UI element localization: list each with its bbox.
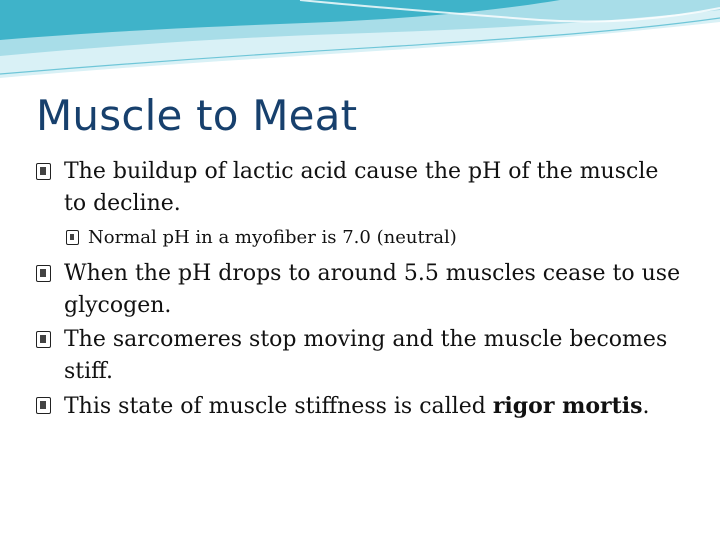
missing-glyph-box-icon	[36, 163, 51, 180]
bullet-item	[34, 156, 684, 220]
slide-title: Muscle to Meat	[36, 91, 358, 140]
missing-glyph-box-icon	[36, 265, 51, 282]
bullet-text: When the pH drops to around 5.5 muscles cease to use glycogen.	[64, 261, 681, 318]
bullet-text-bold: rigor mortis	[492, 393, 643, 419]
bullet-text-after: .	[642, 394, 650, 419]
bullet-item	[34, 324, 684, 388]
bullet-item	[34, 258, 684, 322]
bullet-item	[34, 390, 684, 423]
bullet-text: The buildup of lactic acid cause the pH of the muscle to decline.	[64, 159, 659, 216]
missing-glyph-box-icon	[36, 397, 51, 414]
bullet-text-before: This state of muscle stiffness is called	[64, 394, 493, 419]
missing-glyph-box-icon	[66, 230, 79, 245]
bullet-text: Normal pH in a myofiber is 7.0 (neutral)	[88, 227, 457, 248]
sub-bullet-item	[64, 224, 684, 252]
bullet-text	[64, 394, 650, 419]
missing-glyph-box-icon	[36, 331, 51, 348]
bullet-list	[34, 156, 684, 425]
header-wave-decoration	[0, 0, 720, 90]
bullet-text: The sarcomeres stop moving and the muscle becomes stiff.	[64, 327, 668, 384]
